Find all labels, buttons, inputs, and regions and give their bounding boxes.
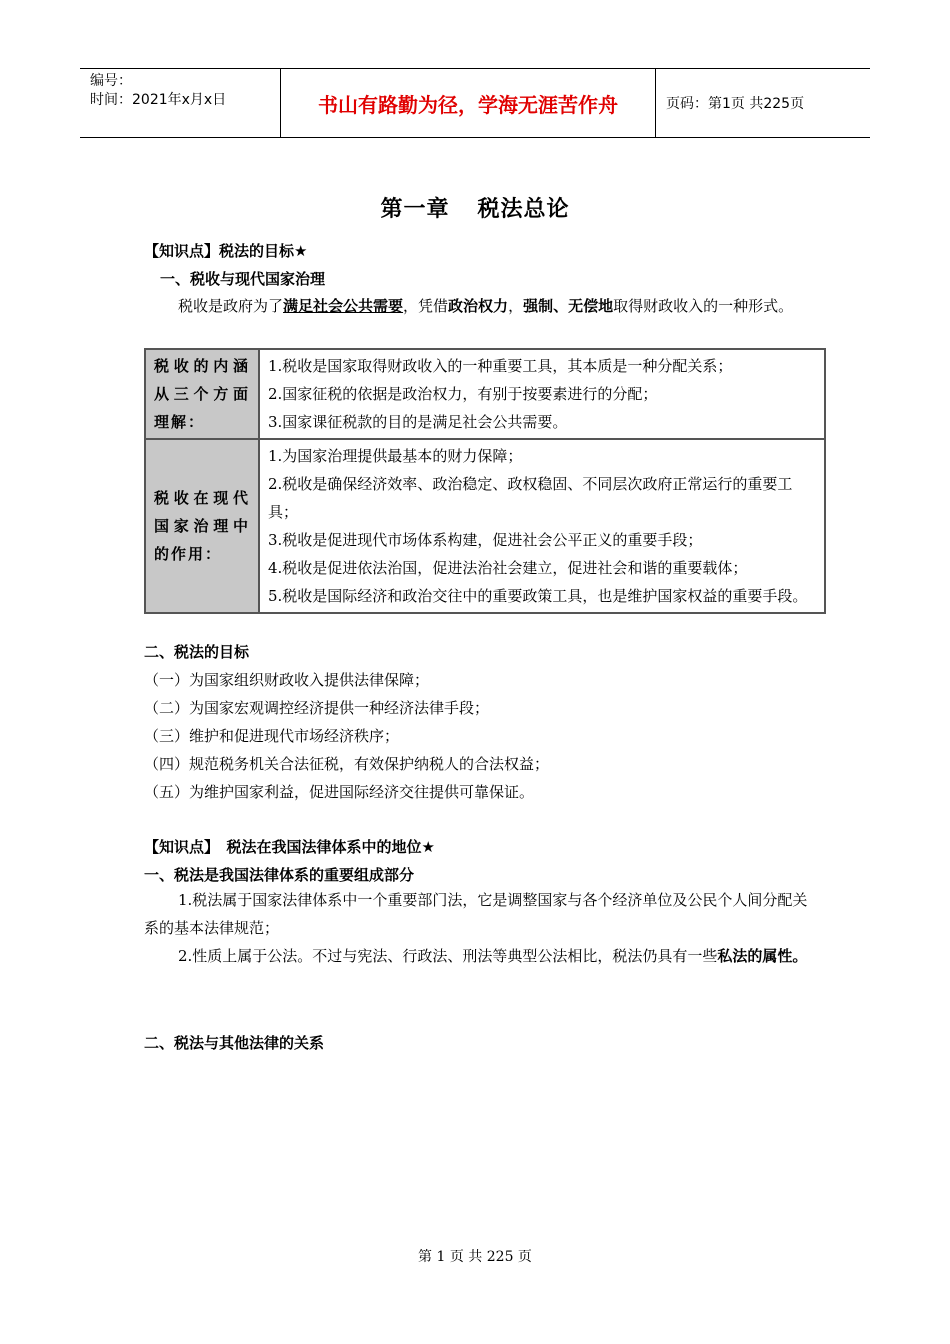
kp1-sec2-heading: 二、税法的目标 [144, 643, 250, 661]
list-item: 4.税收是促进依法治国，促进法治社会建立，促进社会和谐的重要载体； [268, 559, 748, 577]
goal-item: （五）为维护国家利益，促进国际经济交往提供可靠保证。 [144, 783, 535, 801]
kp2-sec2-heading: 二、税法与其他法律的关系 [144, 1034, 325, 1052]
list-item: 1.为国家治理提供最基本的财力保障； [268, 447, 523, 465]
number-label: 编号： [90, 73, 132, 89]
time-label: 时间：2021年x月x日 [90, 92, 227, 108]
kp1-sec1-heading: 一、税收与现代国家治理 [160, 270, 326, 288]
goal-item: （一）为国家组织财政收入提供法律保障； [144, 671, 430, 689]
list-item: 3.国家课征税款的目的是满足社会公共需要。 [268, 413, 568, 431]
list-item: 5.税收是国际经济和政治交往中的重要政策工具，也是维护国家权益的重要手段。 [268, 587, 808, 605]
private-law-bold: 私法的属性。 [717, 947, 808, 965]
kp2-paragraph-2: 2.性质上属于公法。不过与宪法、行政法、刑法等典型公法相比，税法仍具有一些私法的属性。 [178, 947, 808, 965]
def-bold-2: 强制、无偿地 [523, 297, 614, 315]
header-motto: 书山有路勤为径，学海无涯苦作舟 [280, 69, 656, 137]
row-content [259, 439, 825, 613]
def-underline: 满足社会公共需要 [283, 297, 404, 315]
list-item: 1.税收是国家取得财政收入的一种重要工具，其本质是一种分配关系； [268, 357, 733, 375]
row-label: 税收的内涵从三个方面理解： [145, 349, 259, 439]
kp2-sec1-heading: 一、税法是我国法律体系的重要组成部分 [144, 866, 415, 884]
chapter-number: 第一章 [380, 197, 450, 222]
list-item: 3.税收是促进现代市场体系构建，促进社会公平正义的重要手段； [268, 531, 703, 549]
kp1-heading: 【知识点】税法的目标★ [144, 242, 308, 260]
goal-item: （四）规范税务机关合法征税，有效保护纳税人的合法权益； [144, 755, 550, 773]
header-meta [80, 69, 280, 137]
table-row [145, 439, 825, 613]
kp2-heading: 【知识点】 税法在我国法律体系中的地位★ [144, 838, 435, 856]
page-footer: 第 1 页 共 225 页 [418, 1249, 532, 1265]
tax-definition: 税收是政府为了满足社会公共需要，凭借政治权力，强制、无偿地取得财政收入的一种形式。 [178, 297, 794, 315]
chapter-title [0, 192, 950, 223]
page-header [80, 68, 870, 138]
tax-table [144, 348, 826, 614]
table-row [145, 349, 825, 439]
header-page-info: 页码：第1页 共225页 [666, 96, 805, 112]
list-item: 2.税收是确保经济效率、政治稳定、政权稳固、不同层次政府正常运行的重要工具； [268, 475, 793, 521]
row-label: 税收在现代国家治理中的作用： [145, 439, 259, 613]
kp2-paragraph-1: 1.税法属于国家法律体系中一个重要部门法，它是调整国家与各个经济单位及公民个人间分配关系的基本法律规范； [144, 891, 808, 937]
list-item: 2.国家征税的依据是政治权力，有别于按要素进行的分配； [268, 385, 658, 403]
def-bold-1: 政治权力 [448, 297, 509, 315]
goal-item: （三）维护和促进现代市场经济秩序； [144, 727, 400, 745]
chapter-name: 税法总论 [477, 197, 570, 222]
row-content [259, 349, 825, 439]
goal-item: （二）为国家宏观调控经济提供一种经济法律手段； [144, 699, 490, 717]
